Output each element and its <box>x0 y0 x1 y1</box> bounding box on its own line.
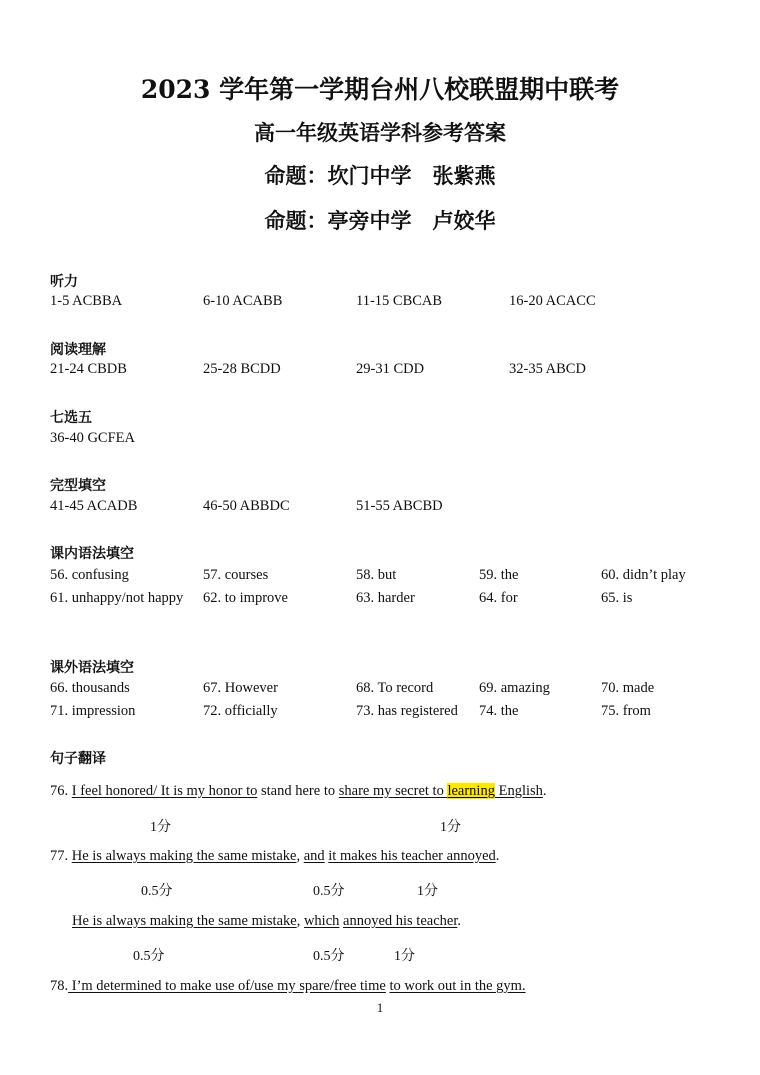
score-label: 0.5分 <box>313 884 345 899</box>
translation-77: 77. He is always making the same mistake, and it makes his teacher annoyed. <box>50 848 500 864</box>
answer-cell: 21-24 CBDB <box>50 361 127 377</box>
answer-cell: 46-50 ABBDC <box>203 498 290 514</box>
answer-cell: 58. but <box>356 567 397 583</box>
answer-cell: 11-15 CBCAB <box>356 293 443 309</box>
score-label: 1分 <box>417 884 438 899</box>
scored-phrase: He is always making the same mistake <box>71 848 297 864</box>
section-heading-cloze: 完型填空 <box>50 478 106 494</box>
answer-cell: 71. impression <box>50 703 136 719</box>
answer-cell: 51-55 ABCBD <box>356 498 443 514</box>
answer-cell: 36-40 GCFEA <box>50 430 135 446</box>
answer-cell: 66. thousands <box>50 680 130 696</box>
answer-cell: 63. harder <box>356 590 415 606</box>
answer-cell: 61. unhappy/not happy <box>50 590 184 606</box>
answer-cell: 75. from <box>601 703 651 719</box>
score-label: 0.5分 <box>141 884 173 899</box>
answer-cell: 25-28 BCDD <box>203 361 281 377</box>
page-number: 1 <box>376 1000 384 1015</box>
author-line-1: 命题：坎门中学 张紫燕 <box>264 163 496 188</box>
section-heading-grammar-out: 课外语法填空 <box>50 660 134 676</box>
answer-cell: 32-35 ABCD <box>509 361 586 377</box>
question-number: 77. <box>50 848 72 864</box>
answer-cell: 59. the <box>479 567 519 583</box>
section-heading-seven-five: 七选五 <box>50 410 92 426</box>
main-title: 2023 学年第一学期台州八校联盟期中联考 <box>140 75 620 104</box>
section-heading-grammar-in: 课内语法填空 <box>50 546 134 562</box>
scored-phrase: which <box>303 913 340 929</box>
answer-cell: 67. However <box>203 680 278 696</box>
score-label: 1分 <box>394 949 415 964</box>
answer-cell: 1-5 ACBBA <box>50 293 123 309</box>
score-label: 1分 <box>440 820 461 835</box>
scored-phrase: share my secret to <box>338 783 448 799</box>
answer-cell: 73. has registered <box>356 703 458 719</box>
answer-cell: 72. officially <box>203 703 278 719</box>
author-line-2: 命题：亭旁中学 卢姣华 <box>264 208 496 233</box>
scored-phrase: annoyed his teacher <box>343 913 458 929</box>
question-number: 78. <box>50 978 69 994</box>
answer-cell: 64. for <box>479 590 518 606</box>
answer-cell: 56. confusing <box>50 567 129 583</box>
answer-cell: 29-31 CDD <box>356 361 425 377</box>
scored-phrase: English <box>494 783 543 799</box>
answer-cell: 62. to improve <box>203 590 288 606</box>
section-heading-listening: 听力 <box>50 274 78 290</box>
scored-phrase: He is always making the same mistake <box>72 913 297 929</box>
answer-cell: 6-10 ACABB <box>203 293 283 309</box>
translation-76: 76. I feel honored/ It is my honor to stand here to share my secret to learning English. <box>50 783 547 799</box>
answer-cell: 70. made <box>601 680 655 696</box>
scored-phrase: I’m determined to make use of/use my spare/free time <box>68 978 386 994</box>
answer-cell: 69. amazing <box>479 680 550 696</box>
score-label: 0.5分 <box>133 949 165 964</box>
score-label: 1分 <box>150 820 171 835</box>
section-heading-translation: 句子翻译 <box>50 751 106 767</box>
score-label: 0.5分 <box>313 949 345 964</box>
scored-phrase: and <box>303 848 325 864</box>
section-heading-reading: 阅读理解 <box>50 342 106 358</box>
subtitle: 高一年级英语学科参考答案 <box>254 120 506 145</box>
scored-phrase: I feel honored/ It is my honor to <box>71 783 258 799</box>
answer-cell: 57. courses <box>203 567 269 583</box>
answer-cell: 65. is <box>601 590 633 606</box>
answer-cell: 74. the <box>479 703 519 719</box>
scored-phrase: it makes his teacher annoyed <box>328 848 496 864</box>
answer-cell: 41-45 ACADB <box>50 498 138 514</box>
answer-cell: 60. didn’t play <box>601 567 686 583</box>
answer-cell: 16-20 ACACC <box>509 293 596 309</box>
translation-77-alt: He is always making the same mistake, which annoyed his teacher. <box>72 913 461 929</box>
answer-cell: 68. To record <box>356 680 434 696</box>
scored-phrase: to work out in the gym. <box>389 978 526 994</box>
highlighted-word: learning <box>447 783 495 799</box>
translation-78 <box>50 978 526 995</box>
question-number: 76. <box>50 783 72 799</box>
